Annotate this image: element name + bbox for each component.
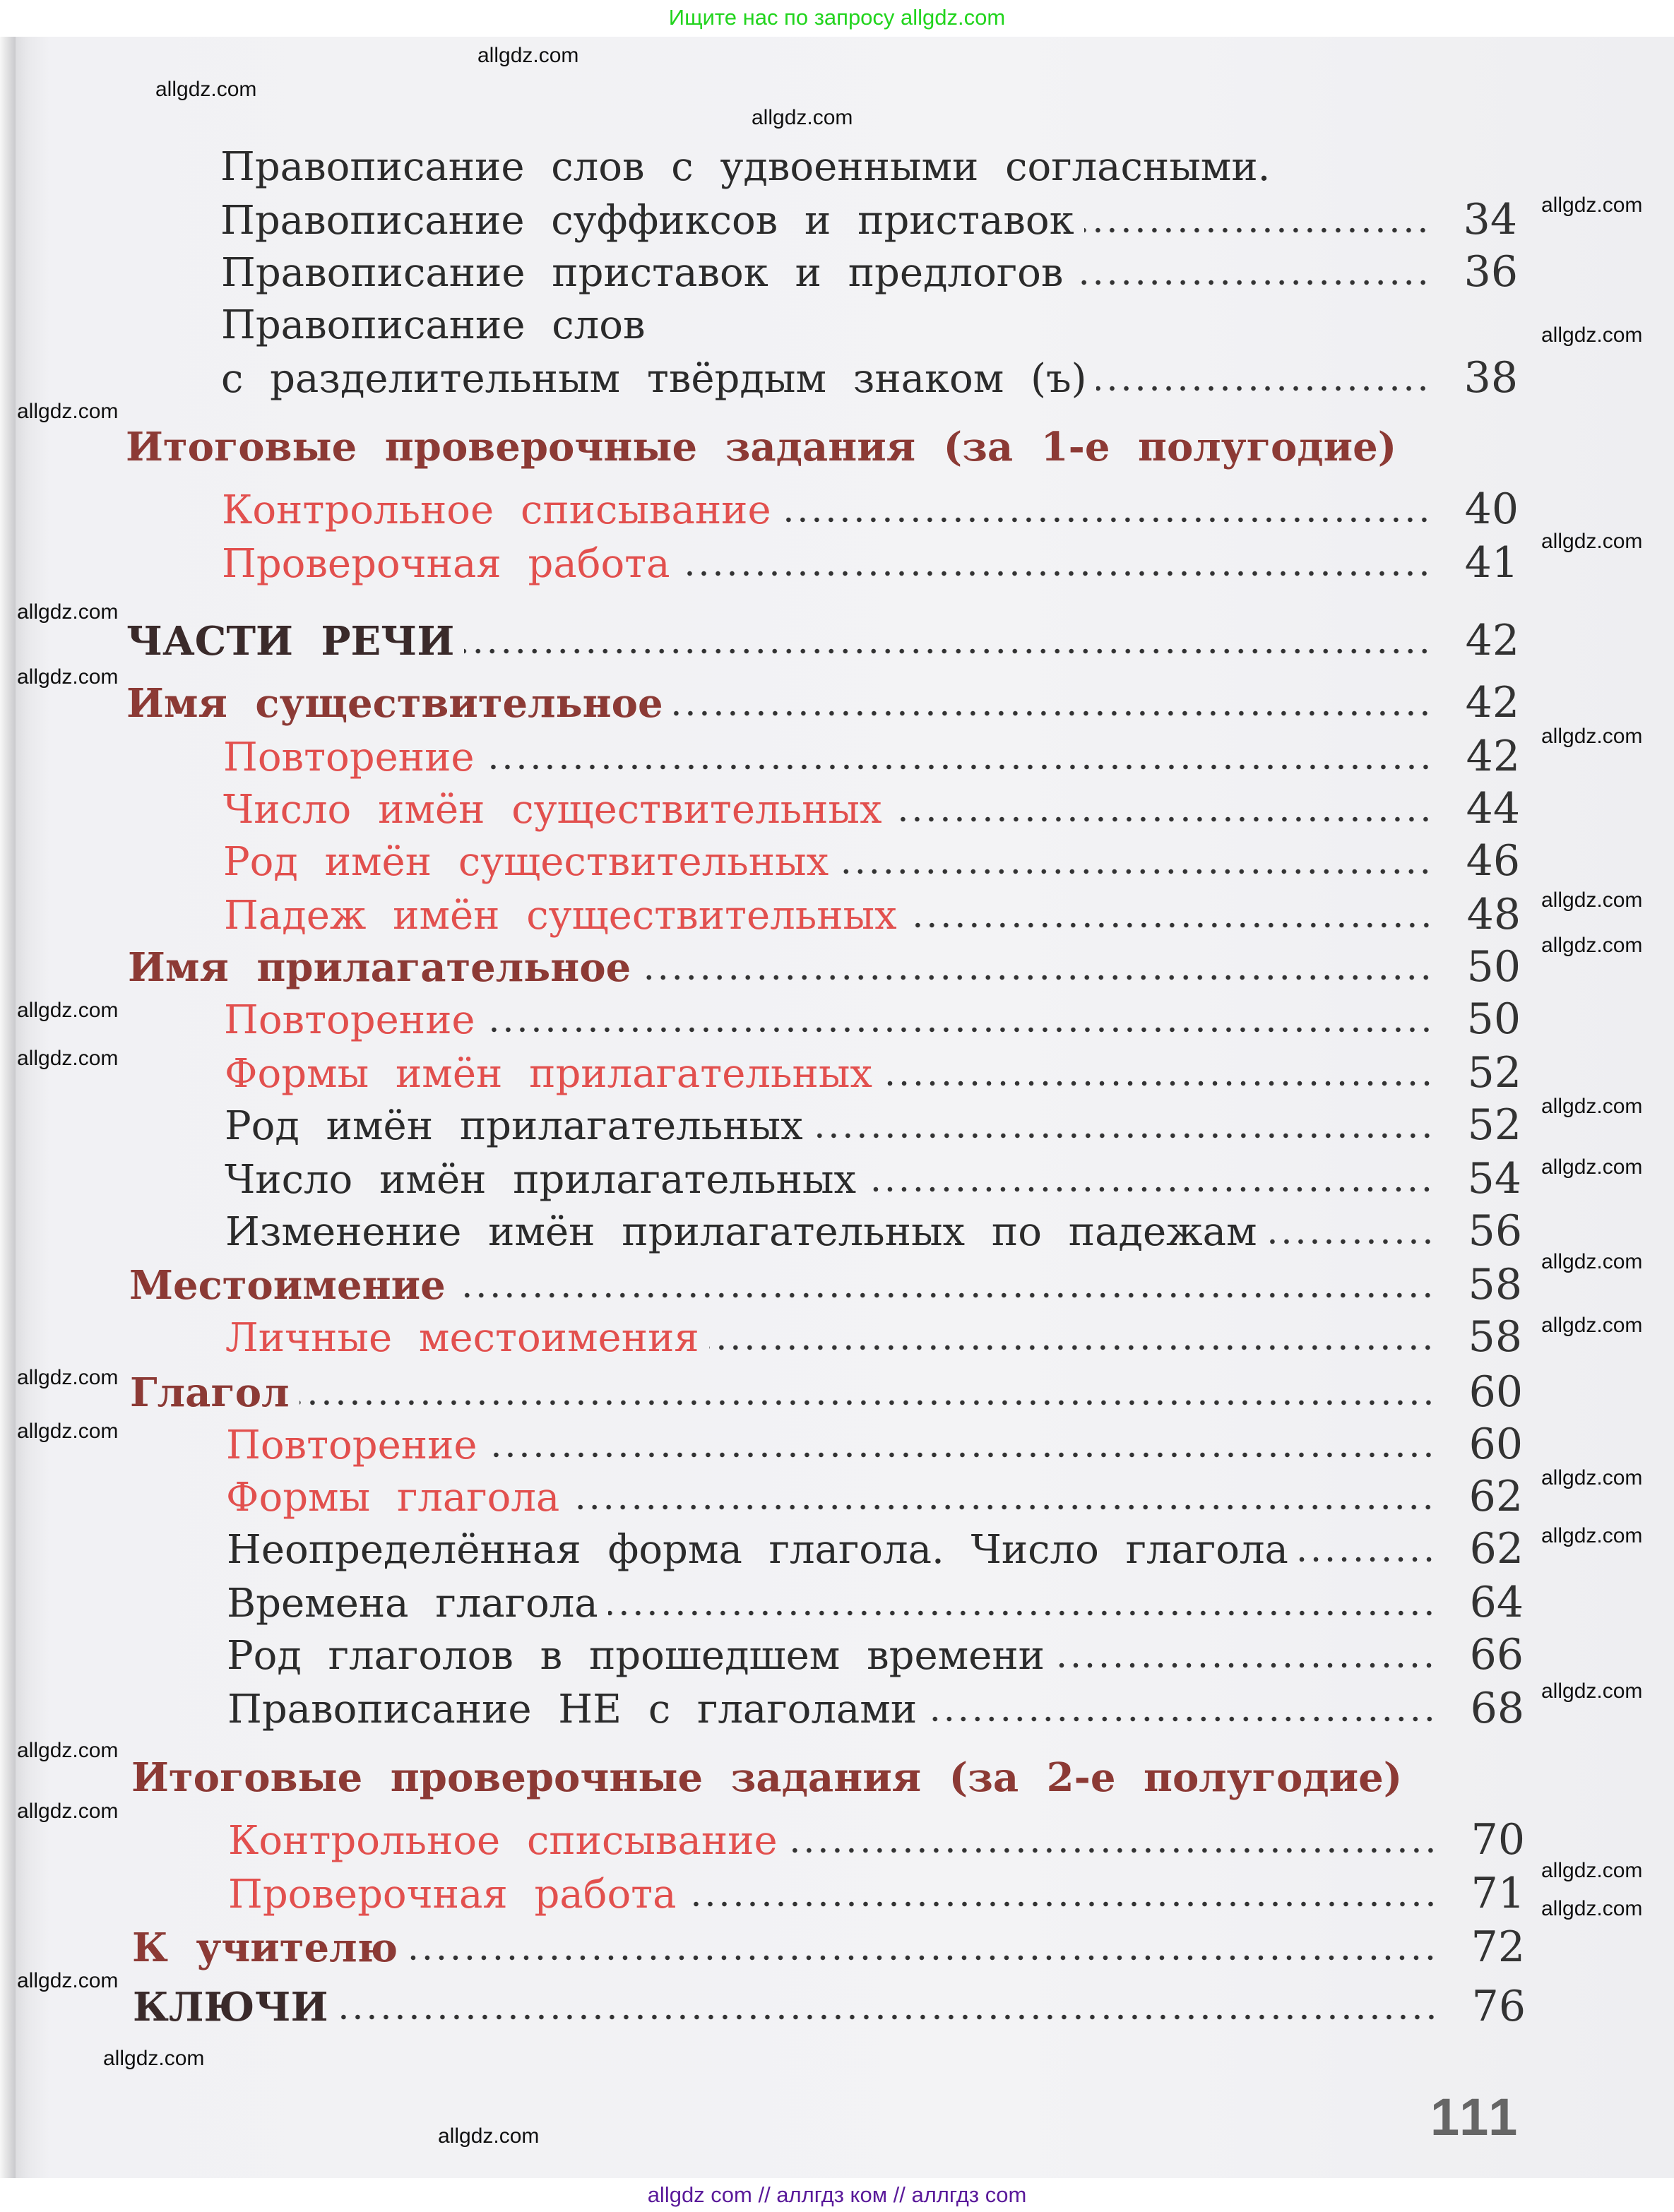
toc-entry[interactable] bbox=[227, 1684, 1524, 1733]
toc-entry[interactable] bbox=[228, 1869, 1525, 1918]
toc-entry-page: 72 bbox=[1471, 1922, 1525, 1972]
watermark: allgdz.com bbox=[17, 999, 119, 1022]
dot-leader bbox=[813, 1132, 1434, 1139]
toc-entry-title: Правописание слов с удвоенными согласными. bbox=[220, 144, 1271, 190]
toc-entry[interactable] bbox=[130, 1367, 1523, 1417]
watermark: allgdz.com bbox=[1541, 1155, 1643, 1179]
dot-leader bbox=[456, 1292, 1435, 1299]
toc-entry-page: 48 bbox=[1466, 890, 1521, 939]
toc-entry[interactable] bbox=[132, 1922, 1525, 1972]
toc-entry-page: 41 bbox=[1464, 538, 1519, 588]
toc-entry-title: Число имён прилагательных bbox=[225, 1157, 857, 1203]
toc-entry[interactable] bbox=[128, 942, 1521, 992]
watermark: allgdz.com bbox=[17, 1047, 119, 1070]
toc-entry-page: 44 bbox=[1466, 784, 1520, 833]
toc-entry-page: 71 bbox=[1471, 1869, 1525, 1918]
dot-leader bbox=[569, 1504, 1435, 1511]
dot-leader bbox=[464, 648, 1432, 655]
dot-leader bbox=[641, 974, 1433, 981]
toc-entry[interactable] bbox=[226, 1472, 1523, 1521]
toc-entry-title: Правописание НЕ с глаголами bbox=[227, 1687, 918, 1732]
toc-entry-title: Личные местоимения bbox=[225, 1315, 699, 1361]
toc-entry-title: Правописание суффиксов и приставок bbox=[220, 198, 1074, 244]
dot-leader bbox=[338, 2014, 1438, 2021]
toc-entry-title: Повторение bbox=[226, 1422, 477, 1468]
watermark: allgdz.com bbox=[1541, 194, 1643, 217]
dot-leader bbox=[709, 1344, 1435, 1351]
toc-entry-title: Число имён существительных bbox=[223, 787, 882, 833]
watermark: allgdz.com bbox=[17, 1366, 119, 1389]
toc-entry-title: Итоговые проверочные задания (за 2-е полугодие) bbox=[131, 1754, 1403, 1801]
toc-entry[interactable] bbox=[221, 301, 1518, 350]
book-spine bbox=[0, 37, 16, 2178]
toc-entry-page: 76 bbox=[1471, 1982, 1526, 2031]
toc-entry-title: Итоговые проверочные задания (за 1-е полугодие) bbox=[126, 424, 1397, 470]
watermark: allgdz.com bbox=[17, 665, 119, 689]
toc-entry-page: 64 bbox=[1469, 1578, 1524, 1627]
toc-entry-page: 38 bbox=[1464, 353, 1518, 403]
toc-entry-title: Правописание приставок и предлогов bbox=[221, 250, 1064, 296]
watermark: allgdz.com bbox=[17, 1969, 119, 1992]
toc-entry-title: Изменение имён прилагательных по падежам bbox=[225, 1209, 1257, 1255]
toc-entry[interactable] bbox=[227, 1524, 1524, 1574]
toc-entry-page: 36 bbox=[1464, 247, 1518, 297]
dot-leader bbox=[1084, 227, 1430, 234]
dot-leader bbox=[408, 1954, 1437, 1961]
watermark: allgdz.com bbox=[1541, 1095, 1643, 1118]
toc-entry-page: 58 bbox=[1468, 1312, 1522, 1362]
toc-entry-page: 34 bbox=[1463, 195, 1517, 244]
watermark: allgdz.com bbox=[1541, 888, 1643, 912]
watermark: allgdz.com bbox=[103, 2047, 205, 2070]
dot-leader bbox=[1096, 385, 1430, 392]
toc-entry[interactable] bbox=[126, 678, 1519, 727]
toc-entry[interactable] bbox=[225, 1312, 1522, 1362]
watermark: allgdz.com bbox=[752, 106, 853, 129]
toc-entry-title: Проверочная работа bbox=[228, 1872, 677, 1917]
watermark: allgdz.com bbox=[17, 600, 119, 624]
toc-entry[interactable] bbox=[131, 1753, 1524, 1802]
dot-leader bbox=[1073, 279, 1430, 286]
dot-leader bbox=[927, 1716, 1437, 1723]
dot-leader bbox=[882, 1080, 1434, 1087]
toc-entry[interactable] bbox=[225, 1048, 1521, 1098]
toc-entry-title: Проверочная работа bbox=[222, 541, 670, 587]
toc-entry[interactable] bbox=[126, 616, 1519, 665]
toc-entry-page: 60 bbox=[1468, 1367, 1523, 1417]
dot-leader bbox=[673, 710, 1432, 717]
toc-entry-title: Род имён прилагательных bbox=[225, 1103, 803, 1149]
toc-entry[interactable] bbox=[222, 538, 1519, 588]
toc-entry[interactable] bbox=[133, 1982, 1526, 2031]
watermark: allgdz.com bbox=[477, 44, 579, 67]
page-number: 111 bbox=[1430, 2088, 1521, 2146]
dot-leader bbox=[1055, 1662, 1436, 1669]
watermark: allgdz.com bbox=[1541, 1466, 1643, 1489]
watermark: allgdz.com bbox=[1541, 1859, 1643, 1882]
dot-leader bbox=[788, 1847, 1437, 1854]
toc-entry[interactable] bbox=[227, 1578, 1524, 1627]
toc-entry-title: Формы имён прилагательных bbox=[225, 1051, 872, 1097]
toc-entry-page: 52 bbox=[1467, 1048, 1521, 1098]
toc-entry-title: Времена глагола bbox=[227, 1581, 598, 1627]
toc-entry-title: Правописание слов bbox=[221, 302, 646, 348]
dot-leader bbox=[781, 516, 1431, 523]
toc-entry-title: Формы глагола bbox=[226, 1475, 560, 1521]
bottom-banner[interactable]: allgdz com // аллгдз ком // аллгдз com bbox=[0, 2178, 1674, 2212]
toc-entry-page: 56 bbox=[1468, 1206, 1522, 1256]
toc-entry-page: 54 bbox=[1467, 1154, 1521, 1203]
toc-entry[interactable] bbox=[223, 784, 1520, 833]
toc-entry-title: Контрольное списывание bbox=[228, 1818, 778, 1864]
toc-entry[interactable] bbox=[224, 890, 1521, 939]
dot-leader bbox=[892, 816, 1432, 823]
toc-entry-title: ЧАСТИ РЕЧИ bbox=[126, 618, 455, 665]
dot-leader bbox=[1267, 1238, 1435, 1245]
dot-leader bbox=[608, 1610, 1436, 1617]
toc-entry-title: Имя существительное bbox=[126, 680, 663, 727]
dot-leader bbox=[907, 922, 1433, 929]
dot-leader bbox=[866, 1186, 1434, 1193]
dot-leader bbox=[485, 763, 1432, 771]
toc-entry-page: 62 bbox=[1468, 1472, 1523, 1521]
toc-entry-page: 58 bbox=[1468, 1260, 1522, 1309]
watermark: allgdz.com bbox=[1541, 934, 1643, 957]
top-banner[interactable]: Ищите нас по запросу allgdz.com bbox=[0, 0, 1674, 37]
toc-entry-page: 42 bbox=[1465, 616, 1519, 665]
watermark: allgdz.com bbox=[1541, 1250, 1643, 1273]
watermark: allgdz.com bbox=[1541, 1524, 1643, 1547]
toc-entry[interactable] bbox=[129, 1260, 1522, 1309]
toc-entry-title: Род имён существительных bbox=[223, 839, 829, 885]
toc-entry[interactable] bbox=[228, 1815, 1525, 1865]
dot-leader bbox=[1298, 1556, 1436, 1563]
watermark: allgdz.com bbox=[1541, 1679, 1643, 1703]
dot-leader bbox=[687, 1901, 1437, 1908]
toc-entry-page: 46 bbox=[1466, 836, 1520, 886]
watermark: allgdz.com bbox=[1541, 1897, 1643, 1920]
toc-entry[interactable] bbox=[224, 994, 1521, 1044]
watermark: allgdz.com bbox=[1541, 530, 1643, 553]
toc-entry[interactable] bbox=[221, 247, 1518, 297]
toc-entry-page: 42 bbox=[1465, 678, 1519, 727]
toc-entry-title: Неопределённая форма глагола. Число глагола bbox=[227, 1527, 1288, 1573]
watermark: allgdz.com bbox=[1541, 1314, 1643, 1337]
dot-leader bbox=[299, 1399, 1435, 1406]
toc-entry[interactable] bbox=[223, 732, 1520, 781]
toc-entry-page: 42 bbox=[1466, 732, 1520, 781]
toc-entry-page: 50 bbox=[1466, 942, 1521, 992]
toc-entry[interactable] bbox=[226, 1420, 1523, 1469]
watermark: allgdz.com bbox=[155, 78, 257, 101]
watermark: allgdz.com bbox=[438, 2124, 540, 2148]
toc-entry-title: с разделительным твёрдым знаком (ъ) bbox=[221, 356, 1087, 402]
dot-leader bbox=[838, 868, 1432, 875]
dot-leader bbox=[680, 570, 1431, 577]
dot-leader bbox=[485, 1026, 1433, 1033]
toc-entry[interactable] bbox=[221, 353, 1518, 403]
toc-entry-page: 60 bbox=[1468, 1420, 1523, 1469]
toc-entry-title: КЛЮЧИ bbox=[133, 1984, 328, 2030]
watermark: allgdz.com bbox=[17, 1739, 119, 1762]
toc-entry-title: Повторение bbox=[223, 735, 475, 780]
toc-entry[interactable] bbox=[222, 484, 1519, 534]
toc-entry-title: Род глаголов в прошедшем времени bbox=[227, 1633, 1045, 1679]
toc-entry-title: Имя прилагательное bbox=[128, 944, 631, 991]
toc-entry[interactable] bbox=[227, 1630, 1524, 1679]
watermark: allgdz.com bbox=[17, 1800, 119, 1823]
watermark: allgdz.com bbox=[1541, 725, 1643, 748]
toc-entry[interactable] bbox=[220, 143, 1517, 192]
watermark: allgdz.com bbox=[17, 400, 119, 423]
toc-entry[interactable] bbox=[225, 1100, 1521, 1150]
watermark: allgdz.com bbox=[17, 1420, 119, 1443]
toc-entry-title: Глагол bbox=[130, 1369, 290, 1416]
toc-entry-title: Местоимение bbox=[129, 1262, 446, 1309]
toc-entry[interactable] bbox=[126, 422, 1519, 472]
toc-entry-title: Повторение bbox=[224, 997, 475, 1043]
toc-entry[interactable] bbox=[225, 1154, 1521, 1203]
watermark: allgdz.com bbox=[1541, 323, 1643, 347]
toc-entry-page: 50 bbox=[1466, 994, 1521, 1044]
toc-entry-page: 66 bbox=[1469, 1630, 1524, 1679]
toc-entry[interactable] bbox=[220, 195, 1517, 244]
toc-entry[interactable] bbox=[223, 836, 1520, 886]
toc-entry-page: 52 bbox=[1467, 1100, 1521, 1150]
toc-entry[interactable] bbox=[225, 1206, 1522, 1256]
toc-entry-page: 40 bbox=[1464, 484, 1519, 534]
toc-entry-page: 62 bbox=[1469, 1524, 1524, 1574]
toc-entry-title: К учителю bbox=[132, 1925, 398, 1971]
toc-entry-page: 70 bbox=[1471, 1815, 1525, 1865]
dot-leader bbox=[487, 1451, 1435, 1458]
toc-entry-page: 68 bbox=[1470, 1684, 1524, 1733]
toc-entry-title: Контрольное списывание bbox=[222, 487, 771, 533]
toc-entry-title: Падеж имён существительных bbox=[224, 893, 897, 939]
